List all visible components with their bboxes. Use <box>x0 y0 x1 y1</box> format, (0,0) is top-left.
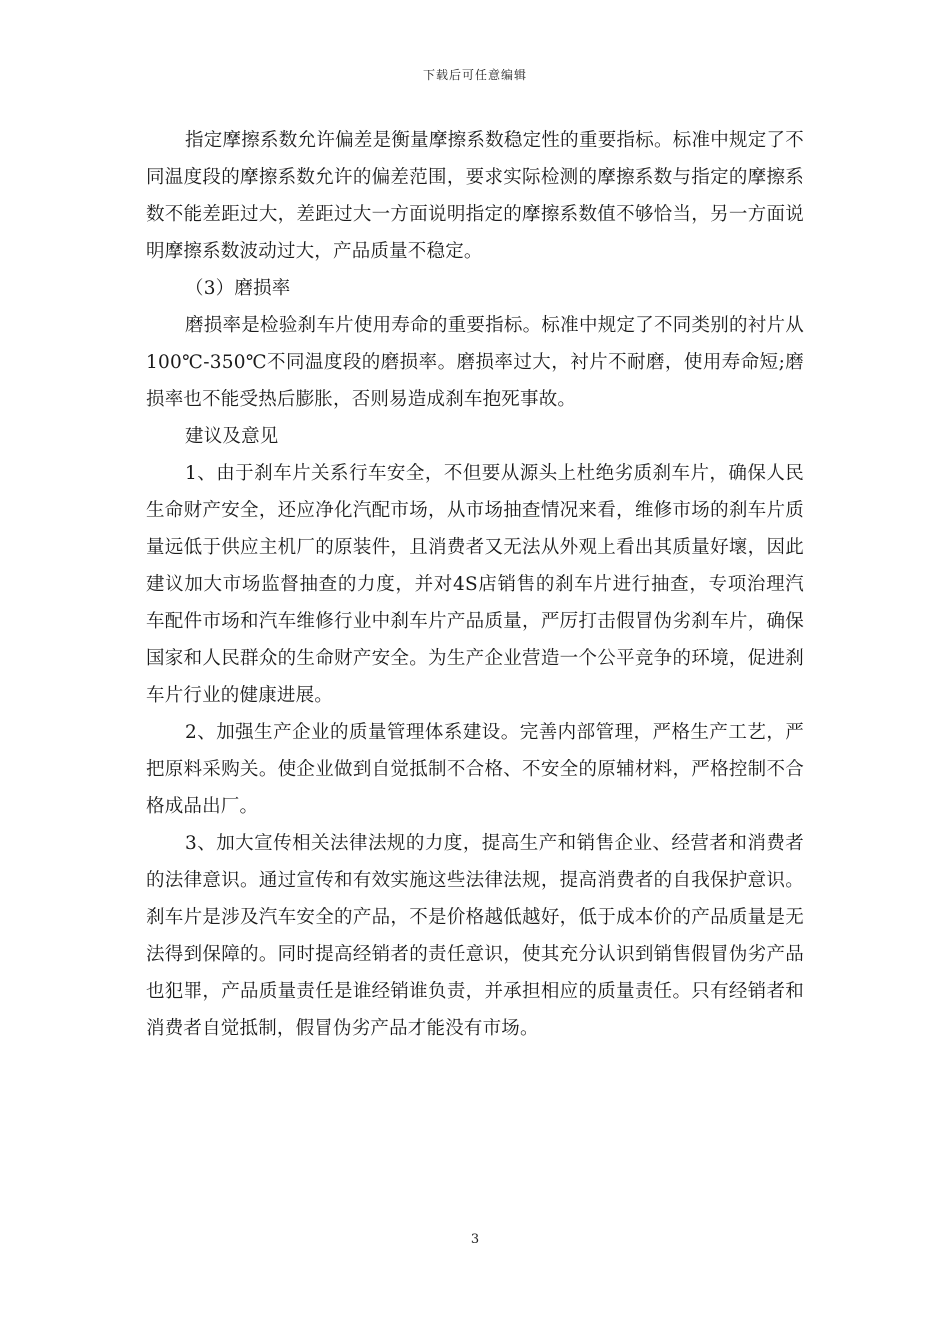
document-body <box>146 122 804 1047</box>
paragraph-suggestion-2: 2、加强生产企业的质量管理体系建设。完善内部管理，严格生产工艺，严把原料采购关。使企业做到自觉抵制不合格、不安全的原辅材料，严格控制不合格成品出厂。 <box>146 722 804 817</box>
section-heading-suggestions: 建议及意见 <box>185 426 279 447</box>
paragraph-friction-deviation: 指定摩擦系数允许偏差是衡量摩擦系数稳定性的重要指标。标准中规定了不同温度段的摩擦系数允许的偏差范围，要求实际检测的摩擦系数与指定的摩擦系数不能差距过大，差距过大一方面说明指定的摩擦系数值不够恰当，另一方面说明摩擦系数波动过大，产品质量不稳定。 <box>146 130 804 262</box>
paragraph-wear-rate: 磨损率是检验刹车片使用寿命的重要指标。标准中规定了不同类别的衬片从100℃-350℃不同温度段的磨损率。磨损率过大，衬片不耐磨，使用寿命短;磨损率也不能受热后膨胀，否则易造成刹车抱死事故。 <box>146 315 804 410</box>
paragraph-suggestion-1: 1、由于刹车片关系行车安全，不但要从源头上杜绝劣质刹车片，确保人民生命财产安全，还应净化汽配市场，从市场抽查情况来看，维修市场的刹车片质量远低于供应主机厂的原装件，且消费者又无法从外观上看出其质量好壞，因此建议加大市场监督抽查的力度，并对4S店销售的刹车片进行抽查，专项治理汽车配件市场和汽车维修行业中刹车片产品质量，严厉打击假冒伪劣刹车片，确保国家和人民群众的生命财产安全。为生产企业营造一个公平竞争的环境，促进刹车片行业的健康进展。 <box>146 463 804 706</box>
page-number: 3 <box>470 1232 480 1247</box>
paragraph-suggestion-3: 3、加大宣传相关法律法规的力度，提高生产和销售企业、经营者和消费者的法律意识。通过宣传和有效实施这些法律法规，提高消费者的自我保护意识。刹车片是涉及汽车安全的产品，不是价格越低越好，低于成本价的产品质量是无法得到保障的。同时提高经销者的责任意识，使其充分认识到销售假冒伪劣产品也犯罪，产品质量责任是谁经销谁负责，并承担相应的质量责任。只有经销者和消费者自觉抵制，假冒伪劣产品才能没有市场。 <box>146 833 804 1039</box>
page-header: 下载后可任意编辑 <box>422 68 527 82</box>
section-heading-wear-rate: （3）磨损率 <box>185 278 291 299</box>
